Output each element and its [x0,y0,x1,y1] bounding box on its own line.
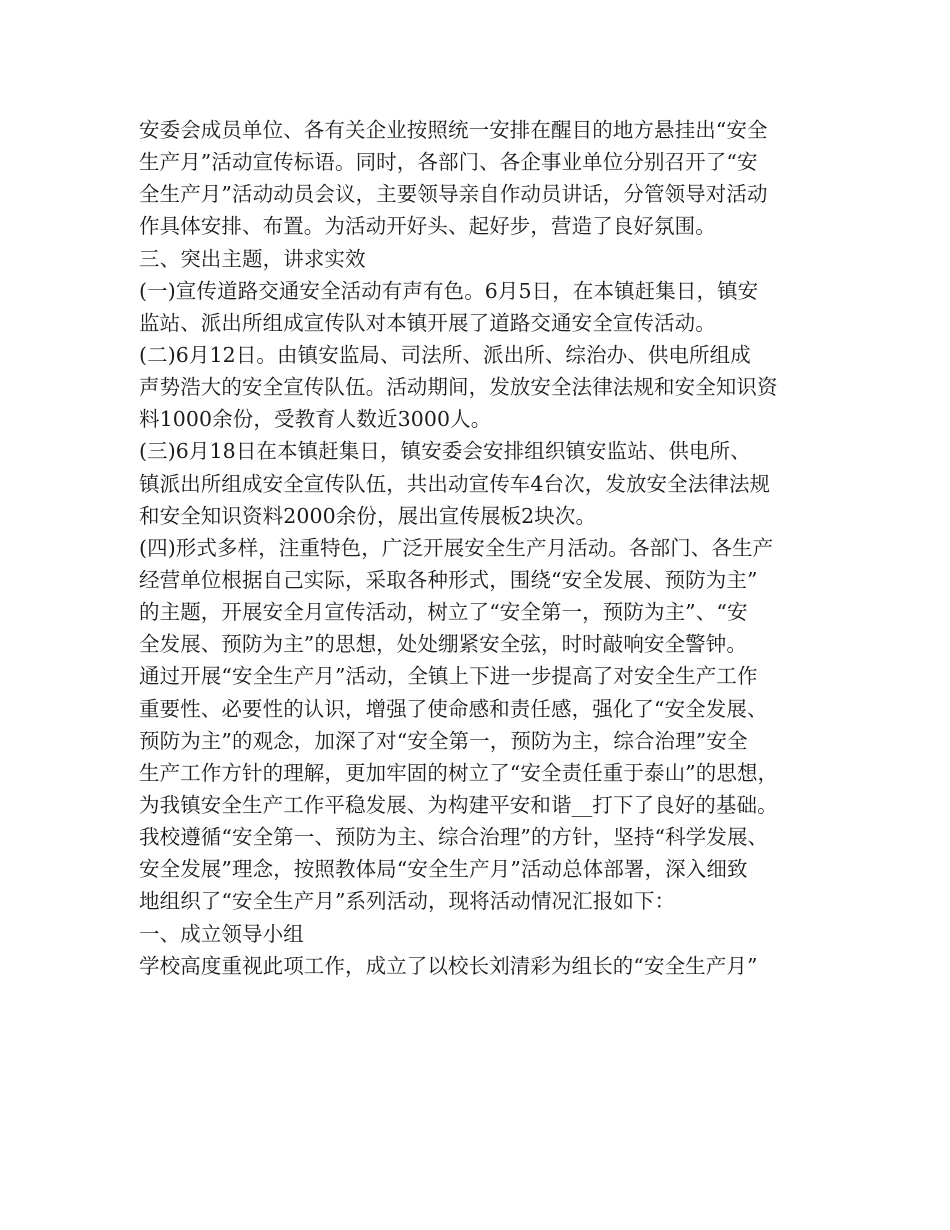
text-line: 安委会成员单位、各有关企业按照统一安排在醒目的地方悬挂出“安全 [139,118,768,142]
text-line: 我校遵循“安全第一、预防为主、综合治理”的方针，坚持“科学发展、 [139,825,769,850]
text-line: 生产月”活动宣传标语。同时，各部门、各企事业单位分别召开了“安 [139,150,758,175]
text-line: 的主题，开展安全月宣传活动，树立了“安全第一，预防为主”、“安 [139,600,748,625]
text-line: 全发展、预防为主”的思想，处处绷紧安全弦，时时敲响安全警钟。 [139,632,747,657]
text-line: 预防为主”的观念，加深了对“安全第一，预防为主，综合治理”安全 [139,728,748,753]
section-heading: 一、成立领导小组 [139,921,304,946]
text-line: 料1000余份，受教育人数近3000人。 [139,407,492,432]
text-line: 安全发展”理念，按照教体局“安全生产月”活动总体部署，深入细致 [139,857,748,882]
text-line: 生产工作方针的理解，更加牢固的树立了“安全责任重于泰山”的思想， [139,760,779,785]
text-line: (三)6月18日在本镇赶集日，镇安委会安排组织镇安监站、供电所、 [139,439,751,464]
text-line: 地组织了“安全生产月”系列活动，现将活动情况汇报如下： [139,889,676,914]
text-line: 和安全知识资料2000余份，展出宣传展板2块次。 [139,503,597,528]
text-line: 为我镇安全生产工作平稳发展、为构建平安和谐__打下了良好的基础。 [139,792,778,817]
text-line: 经营单位根据自己实际，采取各种形式，围绕“安全发展、预防为主” [139,567,758,592]
text-line: 镇派出所组成安全宣传队伍，共出动宣传车4台次，发放安全法律法规 [139,471,771,496]
text-line: 通过开展“安全生产月”活动，全镇上下进一步提高了对安全生产工作 [139,664,758,689]
text-line: (二)6月12日。由镇安监局、司法所、派出所、综治办、供电所组成 [139,342,751,367]
text-line: (一)宣传道路交通安全活动有声有色。6月5日，在本镇赶集日，镇安 [139,278,759,303]
section-heading: 三、突出主题，讲求实效 [139,246,366,271]
text-line: 学校高度重视此项工作，成立了以校长刘清彩为组长的“安全生产月” [139,953,758,978]
text-line: 声势浩大的安全宣传队伍。活动期间，发放安全法律法规和安全知识资 [139,375,778,400]
text-line: 重要性、必要性的认识，增强了使命感和责任感，强化了“安全发展、 [139,696,768,721]
text-line: 全生产月”活动动员会议，主要领导亲自作动员讲话，分管领导对活动 [139,182,768,207]
text-line: (四)形式多样，注重特色，广泛开展安全生产月活动。各部门、各生产 [139,535,774,560]
body-text [139,114,829,982]
text-line: 监站、派出所组成宣传队对本镇开展了道路交通安全宣传活动。 [139,310,716,335]
text-line: 作具体安排、布置。为活动开好头、起好步，营造了良好氛围。 [139,214,716,239]
